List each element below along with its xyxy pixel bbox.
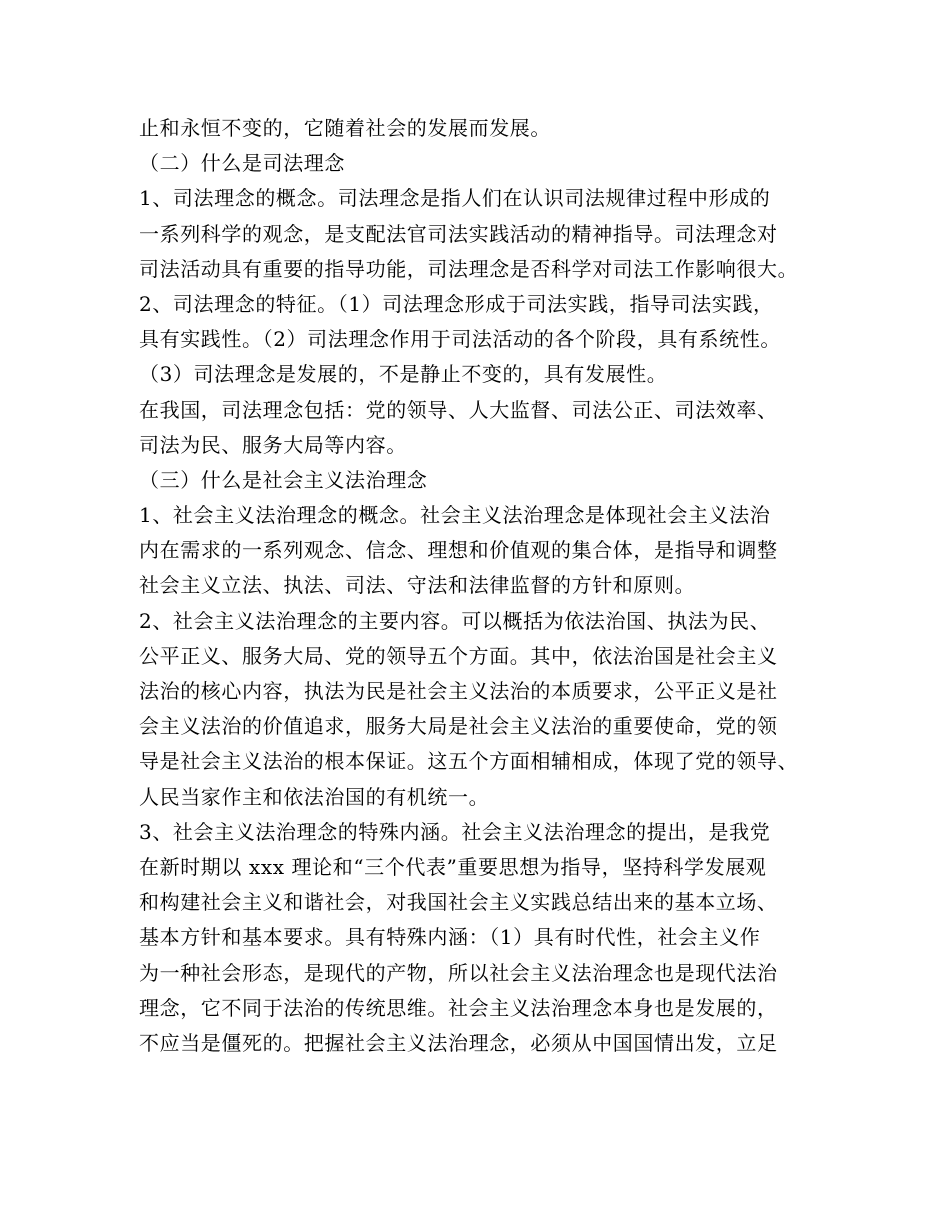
text-line: 止和永恒不变的，它随着社会的发展而发展。 (139, 116, 551, 140)
text-line: 一系列科学的观念，是支配法官司法实践活动的精神指导。司法理念对 (139, 221, 778, 246)
text-line: 2、社会主义法治理念的主要内容。可以概括为依法治国、执法为民、 (139, 608, 771, 633)
text-line: 为一种社会形态，是现代的产物，所以社会主义法治理念也是现代法治 (139, 960, 778, 985)
text-line: 在新时期以 xxx 理论和“三个代表”重要思想为指导，坚持科学发展观 (139, 854, 767, 879)
text-line: 会主义法治的价值追求，服务大局是社会主义法治的重要使命，党的领 (139, 714, 778, 739)
text-line: 公平正义、服务大局、党的领导五个方面。其中，依法治国是社会主义 (139, 643, 778, 668)
text-line: 2、司法理念的特征。（1）司法理念形成于司法实践，指导司法实践， (139, 291, 774, 316)
text-line: 司法为民、服务大局等内容。 (139, 432, 407, 457)
text-line: 人民当家作主和依法治国的有机统一。 (139, 784, 490, 809)
text-line: 社会主义立法、执法、司法、守法和法律监督的方针和原则。 (139, 573, 696, 598)
text-line: （3）司法理念是发展的，不是静止不变的，具有发展性。 (139, 362, 668, 387)
section-heading: （三）什么是社会主义法治理念 (139, 467, 428, 492)
text-line: 基本方针和基本要求。具有特殊内涵：（1）具有时代性，社会主义作 (139, 925, 761, 950)
text-line: 理念，它不同于法治的传统思维。社会主义法治理念本身也是发展的， (139, 995, 778, 1020)
section-heading: （二）什么是司法理念 (139, 151, 345, 176)
text-line: 在我国，司法理念包括：党的领导、人大监督、司法公正、司法效率、 (139, 397, 778, 422)
document-body (139, 111, 829, 1061)
text-line: 1、司法理念的概念。司法理念是指人们在认识司法规律过程中形成的 (139, 186, 771, 211)
text-line: 导是社会主义法治的根本保证。这五个方面相辅相成，体现了党的领导、 (139, 749, 799, 774)
text-line: 具有实践性。（2）司法理念作用于司法活动的各个阶段，具有系统性。 (139, 327, 781, 352)
text-line: 3、社会主义法治理念的特殊内涵。社会主义法治理念的提出，是我党 (139, 819, 771, 844)
text-line: 1、社会主义法治理念的概念。社会主义法治理念是体现社会主义法治 (139, 503, 771, 528)
text-line: 内在需求的一系列观念、信念、理想和价值观的集合体，是指导和调整 (139, 538, 778, 563)
text-line: 不应当是僵死的。把握社会主义法治理念，必须从中国国情出发，立足 (139, 1030, 778, 1055)
text-line: 司法活动具有重要的指导功能，司法理念是否科学对司法工作影响很大。 (139, 256, 799, 281)
text-line: 和构建社会主义和谐社会，对我国社会主义实践总结出来的基本立场、 (139, 890, 778, 915)
text-line: 法治的核心内容，执法为民是社会主义法治的本质要求，公平正义是社 (139, 679, 778, 703)
